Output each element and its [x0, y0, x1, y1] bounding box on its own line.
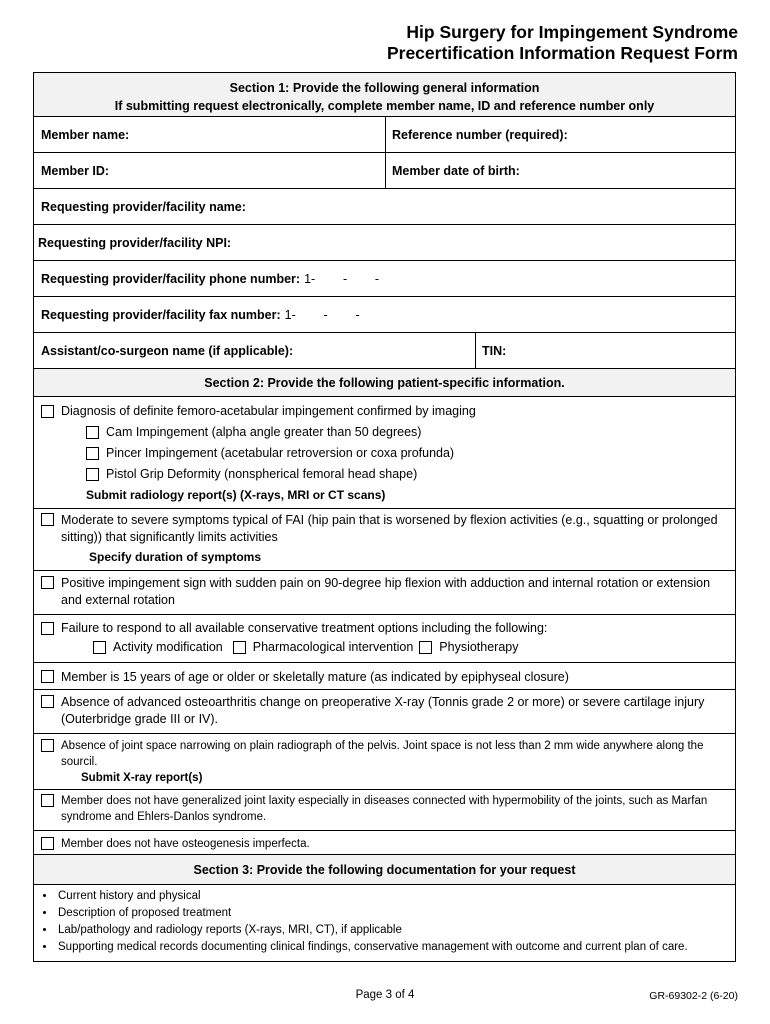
pincer-label: Pincer Impingement (acetabular retroversion or coxa profunda): [106, 446, 455, 460]
positive-sign-label: Positive impingement sign with sudden pain on 90-degree hip flexion with adduction and internal rotation or extension and external rotation: [61, 576, 711, 607]
pistol-checkbox[interactable]: [86, 468, 99, 481]
moderate-label: Moderate to severe symptoms typical of FAI (hip pain that is worsened by flexion activities (e.g., squatting or prolonged sitting)) that significantly limits activities: [61, 513, 718, 544]
title-line-2: Precertification Information Request Form: [386, 43, 738, 63]
member-id-row: [34, 153, 735, 189]
laxity-checkbox[interactable]: [41, 794, 54, 807]
osteogenesis-checkbox[interactable]: [41, 837, 54, 850]
pistol-label: Pistol Grip Deformity (nonspherical femoral head shape): [106, 467, 418, 481]
list-item: • Lab/pathology and radiology reports (X-rays, MRI, CT), if applicable: [56, 922, 735, 939]
absence-oa-checkbox[interactable]: [41, 695, 54, 708]
cam-checkbox[interactable]: [86, 426, 99, 439]
pharma-label: Pharmacological intervention: [252, 640, 414, 654]
age-checkbox[interactable]: [41, 670, 54, 683]
provider-phone-value: 1- - -: [304, 271, 380, 286]
list-item: • Current history and physical: [56, 888, 735, 905]
physio-checkbox[interactable]: [419, 641, 432, 654]
diagnosis-checkbox[interactable]: [41, 405, 54, 418]
criterion-age: [34, 663, 735, 690]
title-line-1: Hip Surgery for Impingement Syndrome: [406, 22, 738, 42]
provider-fax-row[interactable]: [34, 297, 735, 333]
member-name-field[interactable]: Member name:: [34, 117, 386, 152]
list-item: • Description of proposed treatment: [56, 905, 735, 922]
form-code: GR-69302-2 (6-20): [649, 990, 738, 1002]
pincer-checkbox[interactable]: [86, 447, 99, 460]
submit-radiology-note: Submit radiology report(s) (X-rays, MRI or CT scans): [86, 488, 386, 502]
specify-duration-note: Specify duration of symptoms: [89, 550, 262, 564]
laxity-label: Member does not have generalized joint laxity especially in diseases connected with hypermobility of the joints, such as Marfan syndrome and Ehlers-Danlos syndrome.: [61, 795, 708, 823]
tin-field[interactable]: TIN:: [482, 343, 507, 358]
section1-heading-line1: Section 1: Provide the following general information: [229, 81, 540, 95]
provider-npi-field[interactable]: Requesting provider/facility NPI:: [34, 225, 735, 261]
provider-fax-label: Requesting provider/facility fax number:: [41, 307, 281, 322]
criterion-positive-sign: [34, 571, 735, 615]
member-name-row: [34, 117, 735, 153]
provider-phone-label: Requesting provider/facility phone number:: [41, 271, 301, 286]
assistant-field[interactable]: Assistant/co-surgeon name (if applicable):: [34, 333, 476, 368]
failure-label: Failure to respond to all available conservative treatment options including the following:: [61, 621, 548, 635]
positive-sign-checkbox[interactable]: [41, 576, 54, 589]
assistant-row: [34, 333, 735, 369]
documentation-list: [34, 885, 735, 959]
activity-label: Activity modification: [113, 640, 223, 654]
diagnosis-label: Diagnosis of definite femoro-acetabular impingement confirmed by imaging: [61, 404, 476, 418]
osteogenesis-label: Member does not have osteogenesis imperfecta.: [61, 838, 310, 850]
criterion-moderate: [34, 509, 735, 571]
page-number: Page 3 of 4: [355, 989, 415, 1001]
absence-narrowing-label: Absence of joint space narrowing on plain radiograph of the pelvis. Joint space is not less than 2 mm wide anywhere along the sourcil.: [61, 740, 704, 768]
moderate-checkbox[interactable]: [41, 513, 54, 526]
absence-narrowing-checkbox[interactable]: [41, 739, 54, 752]
activity-checkbox[interactable]: [93, 641, 106, 654]
absence-oa-label: Absence of advanced osteoarthritis change on preoperative X-ray (Tonnis grade 2 or more) or severe cartilage injury (Outerbridge grade III or IV).: [61, 695, 705, 726]
list-item: • Supporting medical records documenting clinical findings, conservative management with outcome and current plan of care.: [56, 939, 735, 956]
pharma-checkbox[interactable]: [233, 641, 246, 654]
criterion-diagnosis: [34, 397, 735, 509]
criterion-absence-narrowing: [34, 734, 735, 790]
section1-heading: [34, 73, 735, 117]
criterion-laxity: [34, 790, 735, 831]
provider-phone-row[interactable]: [34, 261, 735, 297]
age-label: Member is 15 years of age or older or skeletally mature (as indicated by epiphyseal closure): [61, 670, 569, 684]
precert-form: [33, 72, 736, 962]
section1-heading-line2: If submitting request electronically, complete member name, ID and reference number only: [114, 99, 655, 113]
section3-documentation: [34, 885, 735, 961]
criterion-failure: [34, 615, 735, 663]
section2-heading: Section 2: Provide the following patient-specific information.: [34, 369, 735, 397]
provider-fax-value: 1- - -: [284, 307, 360, 322]
submit-xray-note: Submit X-ray report(s): [81, 772, 203, 784]
reference-number-field[interactable]: Reference number (required):: [392, 127, 568, 142]
failure-checkbox[interactable]: [41, 622, 54, 635]
form-title: [387, 22, 738, 64]
criterion-osteogenesis: [34, 831, 735, 855]
cam-label: Cam Impingement (alpha angle greater than 50 degrees): [106, 425, 422, 439]
section3-heading: Section 3: Provide the following documentation for your request: [34, 855, 735, 885]
criterion-absence-oa: [34, 690, 735, 734]
member-dob-field[interactable]: Member date of birth:: [392, 163, 520, 178]
physio-label: Physiotherapy: [439, 640, 519, 654]
member-id-field[interactable]: Member ID:: [34, 153, 386, 188]
provider-name-field[interactable]: Requesting provider/facility name:: [34, 189, 735, 225]
